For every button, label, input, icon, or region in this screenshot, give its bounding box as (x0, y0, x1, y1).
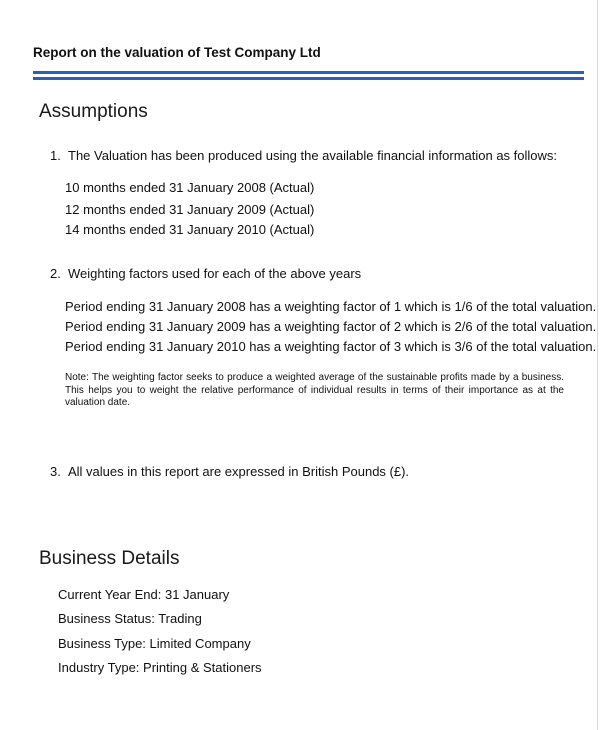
period-line-1: 10 months ended 31 January 2008 (Actual) (65, 180, 315, 195)
item-text: All values in this report are expressed in British Pounds (£). (68, 464, 410, 479)
assumption-item-2 (50, 266, 361, 281)
weighting-note: Note: The weighting factor seeks to produce a weighted average of the sustainable profits made by a business. This helps you to weight the relative performance of individual results in terms of their importance as at the valuation date. (65, 372, 564, 408)
report-title: Report on the valuation of Test Company Ltd (33, 45, 321, 60)
item-number: 3. (50, 464, 61, 479)
business-details-heading: Business Details (39, 548, 180, 569)
assumption-item-3 (50, 464, 409, 479)
assumptions-heading: Assumptions (39, 101, 148, 122)
title-rule-bottom (33, 77, 584, 80)
item-text: Weighting factors used for each of the above years (68, 266, 362, 281)
title-rule-top (33, 71, 584, 74)
item-number: 1. (50, 148, 61, 163)
weighting-line-3: Period ending 31 January 2010 has a weighting factor of 3 which is 3/6 of the total valuation. (65, 339, 597, 354)
weighting-line-1: Period ending 31 January 2008 has a weighting factor of 1 which is 1/6 of the total valuation. (65, 299, 597, 314)
item-number: 2. (50, 266, 61, 281)
period-line-2: 12 months ended 31 January 2009 (Actual) (65, 202, 315, 217)
business-line-year-end: Current Year End: 31 January (58, 587, 230, 602)
weighting-line-2: Period ending 31 January 2009 has a weighting factor of 2 which is 2/6 of the total valuation. (65, 319, 597, 334)
business-line-status: Business Status: Trading (58, 611, 202, 626)
business-line-industry: Industry Type: Printing & Stationers (58, 660, 262, 675)
period-line-3: 14 months ended 31 January 2010 (Actual) (65, 222, 315, 237)
assumption-item-1 (50, 148, 557, 163)
business-line-type: Business Type: Limited Company (58, 636, 251, 651)
item-text: The Valuation has been produced using the available financial information as follows: (68, 148, 558, 163)
